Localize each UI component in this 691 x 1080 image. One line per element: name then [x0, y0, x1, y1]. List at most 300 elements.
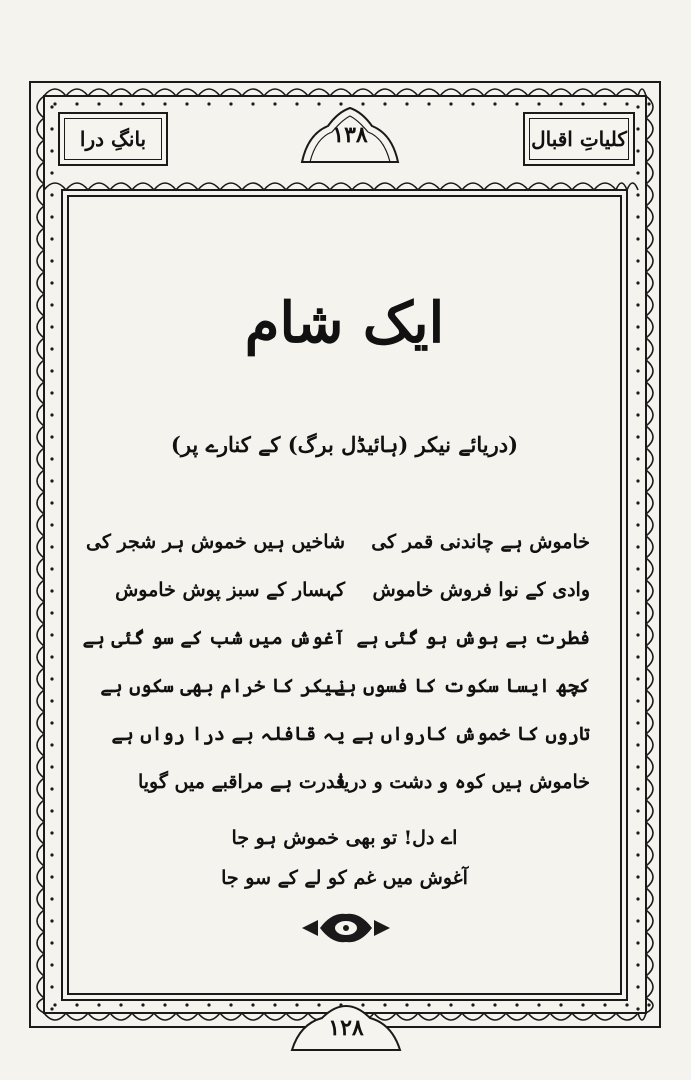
border-scallop [37, 668, 44, 690]
border-dot [636, 435, 639, 438]
border-dot [581, 102, 584, 105]
fleuron-ornament-icon [298, 906, 394, 950]
border-scallop [37, 470, 44, 492]
border-dot [636, 347, 639, 350]
border-dot [515, 1003, 518, 1006]
border-dot [50, 523, 53, 526]
border-scallop [646, 558, 653, 580]
border-scallop [616, 183, 627, 190]
border-scallop [440, 1013, 462, 1020]
border-scallop [37, 294, 44, 316]
border-scallop [646, 514, 653, 536]
border-scallop [572, 89, 594, 96]
border-scallop [646, 910, 653, 932]
border-scallop [37, 580, 44, 602]
border-dot [636, 259, 639, 262]
border-scallop [37, 272, 44, 294]
border-scallop [374, 183, 396, 190]
border-dot [273, 1003, 276, 1006]
border-dot [636, 589, 639, 592]
border-scallop [594, 183, 616, 190]
border-dot [636, 149, 639, 152]
border-scallop [484, 183, 506, 190]
border-scallop [37, 844, 44, 866]
border-dot [625, 102, 628, 105]
border-scallop [110, 1013, 132, 1020]
border-scallop [352, 89, 374, 96]
border-dot [50, 743, 53, 746]
border-dot [50, 127, 53, 130]
border-dot [636, 655, 639, 658]
border-dot [636, 611, 639, 614]
border-dot [50, 589, 53, 592]
border-dot [603, 102, 606, 105]
border-scallop [37, 184, 44, 206]
border-scallop [132, 183, 154, 190]
border-scallop [484, 1013, 506, 1020]
border-scallop [646, 470, 653, 492]
border-dot [636, 281, 639, 284]
border-dot [603, 1003, 606, 1006]
border-scallop [572, 183, 594, 190]
couplet-first-line: خاموش ہیں کوہ و دشت و دریا [338, 771, 590, 793]
border-scallop [37, 448, 44, 470]
border-dot [75, 1003, 78, 1006]
border-dot [50, 611, 53, 614]
border-scallop [646, 140, 653, 162]
border-dot [50, 259, 53, 262]
border-scallop [88, 183, 110, 190]
border-dot [427, 102, 430, 105]
border-dot [636, 787, 639, 790]
border-scallop [66, 1013, 88, 1020]
couplet-first-line: خاموش ہے چاندنی قمر کی [371, 531, 590, 553]
border-scallop [37, 96, 44, 118]
border-dot [449, 1003, 452, 1006]
border-scallop [37, 360, 44, 382]
border-dot [50, 435, 53, 438]
border-scallop [37, 118, 44, 140]
border-dot [50, 347, 53, 350]
border-dot [207, 1003, 210, 1006]
border-scallop [506, 89, 528, 96]
page-number-bottom [286, 1004, 406, 1052]
border-scallop [308, 183, 330, 190]
poem-subtitle: (دریائے نیکر (ہائیڈل برگ) کے کنارے پر) [170, 432, 519, 457]
border-scallop [646, 712, 653, 734]
couplet-first-line: تاروں کا خموش کارواں ہے [352, 723, 590, 745]
border-dot [50, 237, 53, 240]
border-scallop [646, 536, 653, 558]
border-dot [559, 1003, 562, 1006]
border-scallop [462, 1013, 484, 1020]
border-dot [636, 105, 639, 108]
border-scallop [572, 1013, 594, 1020]
collection-title-text: کلیاتِ اقبال [531, 127, 627, 151]
border-dot [636, 325, 639, 328]
border-dot [636, 875, 639, 878]
border-scallop [37, 998, 44, 1013]
border-dot [50, 325, 53, 328]
border-scallop [37, 624, 44, 646]
border-scallop [550, 1013, 572, 1020]
border-dot [50, 215, 53, 218]
border-scallop [286, 183, 308, 190]
border-scallop [37, 426, 44, 448]
border-scallop [308, 89, 330, 96]
border-dot [636, 963, 639, 966]
border-dot [119, 1003, 122, 1006]
border-scallop [132, 1013, 154, 1020]
border-scallop [646, 96, 653, 118]
border-dot [163, 102, 166, 105]
border-scallop [242, 89, 264, 96]
border-scallop [110, 183, 132, 190]
border-dot [141, 1003, 144, 1006]
border-dot [50, 941, 53, 944]
border-scallop [646, 228, 653, 250]
border-dot [636, 193, 639, 196]
border-dot [636, 369, 639, 372]
border-dot [50, 303, 53, 306]
border-dot [636, 1007, 639, 1010]
border-scallop [550, 183, 572, 190]
border-scallop [37, 228, 44, 250]
border-scallop [528, 89, 550, 96]
page-number-top-text: ۱۳۸ [332, 122, 368, 148]
border-scallop [154, 1013, 176, 1020]
border-scallop [462, 89, 484, 96]
couplet [111, 710, 590, 758]
border-scallop [37, 888, 44, 910]
couplet-second-line: قدرت ہے مراقبے میں گویا [137, 771, 345, 793]
couplet [115, 566, 590, 614]
border-dot [185, 1003, 188, 1006]
border-dot [636, 809, 639, 812]
border-scallop [646, 844, 653, 866]
poem-couplets [82, 518, 590, 806]
border-dot [50, 831, 53, 834]
border-scallop [440, 183, 462, 190]
border-dot [636, 567, 639, 570]
border-scallop [506, 183, 528, 190]
border-scallop [154, 89, 176, 96]
border-dot [50, 391, 53, 394]
border-scallop [550, 89, 572, 96]
border-scallop [646, 646, 653, 668]
border-dot [50, 985, 53, 988]
border-scallop [440, 89, 462, 96]
border-dot [50, 721, 53, 724]
border-dot [636, 897, 639, 900]
border-scallop [286, 89, 308, 96]
border-scallop [646, 118, 653, 140]
border-dot [163, 1003, 166, 1006]
border-scallop [264, 89, 286, 96]
border-scallop [66, 89, 88, 96]
closing-line: آغوش میں غم کو لے کے سو جا [221, 867, 468, 889]
border-scallop [646, 250, 653, 272]
border-dot [427, 1003, 430, 1006]
border-scallop [37, 734, 44, 756]
page-number-bottom-text: ۱۲۸ [328, 1015, 364, 1041]
couplet-second-line: کہسار کے سبز پوش خاموش [115, 579, 345, 601]
border-dot [493, 1003, 496, 1006]
border-scallop [37, 338, 44, 360]
border-scallop [528, 183, 550, 190]
border-scallop [176, 183, 198, 190]
border-scallop [37, 316, 44, 338]
border-dot [53, 1003, 56, 1006]
border-scallop [646, 624, 653, 646]
border-scallop [37, 910, 44, 932]
border-dot [636, 919, 639, 922]
border-dot [636, 765, 639, 768]
border-dot [50, 545, 53, 548]
border-scallop [638, 89, 646, 96]
border-dot [50, 677, 53, 680]
border-scallop [396, 89, 418, 96]
border-scallop [330, 89, 352, 96]
border-scallop [627, 183, 638, 190]
border-dot [50, 193, 53, 196]
border-scallop [88, 89, 110, 96]
border-scallop [37, 602, 44, 624]
border-scallop [646, 294, 653, 316]
border-dot [50, 479, 53, 482]
book-title-label [58, 112, 168, 166]
border-dot [251, 1003, 254, 1006]
border-scallop [37, 866, 44, 888]
border-dot [50, 963, 53, 966]
border-dot [50, 457, 53, 460]
border-dot [636, 677, 639, 680]
couplet [120, 758, 590, 806]
border-scallop [88, 1013, 110, 1020]
border-scallop [418, 183, 440, 190]
border-scallop [374, 89, 396, 96]
border-scallop [594, 1013, 616, 1020]
border-dot [50, 809, 53, 812]
border-scallop [44, 183, 66, 190]
border-dot [50, 853, 53, 856]
border-scallop [37, 536, 44, 558]
border-dot [251, 102, 254, 105]
couplet-first-line: کچھ ایسا سکوت کا فسوں ہے [334, 675, 590, 697]
border-dot [636, 545, 639, 548]
page-number-top [298, 104, 402, 166]
border-scallop [506, 1013, 528, 1020]
border-scallop [418, 1013, 440, 1020]
couplet-second-line: نیکر کا خرام بھی سکوں ہے [100, 675, 345, 697]
border-dot [50, 1007, 53, 1010]
border-scallop [646, 316, 653, 338]
border-scallop [646, 404, 653, 426]
border-dot [75, 102, 78, 105]
border-scallop [646, 954, 653, 976]
border-dot [53, 102, 56, 105]
border-scallop [616, 1013, 638, 1020]
border-scallop [37, 558, 44, 580]
border-scallop [646, 756, 653, 778]
border-scallop [198, 89, 220, 96]
border-scallop [616, 89, 638, 96]
border-scallop [37, 404, 44, 426]
border-scallop [646, 690, 653, 712]
border-scallop [198, 1013, 220, 1020]
border-scallop [646, 426, 653, 448]
border-scallop [646, 822, 653, 844]
border-dot [636, 303, 639, 306]
collection-title-label [523, 112, 635, 166]
border-dot [636, 831, 639, 834]
border-scallop [462, 183, 484, 190]
border-scallop [37, 822, 44, 844]
border-scallop [37, 690, 44, 712]
border-dot [537, 1003, 540, 1006]
couplet-second-line: یہ قافلہ بے درا رواں ہے [111, 723, 345, 745]
border-scallop [646, 778, 653, 800]
border-dot [50, 105, 53, 108]
border-scallop [37, 954, 44, 976]
border-scallop [37, 206, 44, 228]
border-scallop [484, 89, 506, 96]
border-dot [636, 171, 639, 174]
border-dot [636, 457, 639, 460]
border-scallop [646, 668, 653, 690]
border-scallop [528, 1013, 550, 1020]
border-scallop [646, 448, 653, 470]
border-scallop [132, 89, 154, 96]
border-scallop [646, 580, 653, 602]
border-scallop [154, 183, 176, 190]
border-scallop [37, 250, 44, 272]
couplet-first-line: فطرت بے ہوش ہو گئی ہے [356, 627, 590, 649]
border-dot [625, 1003, 628, 1006]
border-dot [141, 102, 144, 105]
border-scallop [110, 89, 132, 96]
border-scallop [37, 514, 44, 536]
border-dot [647, 1003, 650, 1006]
border-scallop [37, 162, 44, 184]
border-dot [50, 875, 53, 878]
border-dot [50, 281, 53, 284]
border-scallop [264, 1013, 286, 1020]
border-dot [581, 1003, 584, 1006]
couplet-first-line: وادی کے نوا فروش خاموش [372, 579, 590, 601]
couplet [86, 518, 590, 566]
border-scallop [646, 206, 653, 228]
border-scallop [646, 272, 653, 294]
border-scallop [646, 734, 653, 756]
border-dot [207, 102, 210, 105]
border-dot [636, 237, 639, 240]
border-dot [559, 102, 562, 105]
border-scallop [242, 183, 264, 190]
border-dot [636, 853, 639, 856]
border-scallop [646, 382, 653, 404]
border-dot [50, 171, 53, 174]
border-dot [97, 102, 100, 105]
border-dot [636, 985, 639, 988]
border-dot [50, 149, 53, 152]
border-scallop [594, 89, 616, 96]
border-scallop [242, 1013, 264, 1020]
border-dot [229, 102, 232, 105]
border-scallop [176, 89, 198, 96]
border-scallop [37, 976, 44, 998]
border-scallop [646, 492, 653, 514]
poem-title: ایک شام [244, 290, 445, 356]
border-dot [471, 1003, 474, 1006]
border-dot [50, 633, 53, 636]
border-dot [50, 567, 53, 570]
border-dot [405, 102, 408, 105]
border-dot [636, 699, 639, 702]
border-scallop [198, 183, 220, 190]
border-scallop [37, 382, 44, 404]
closing-lines [62, 818, 627, 898]
border-dot [493, 102, 496, 105]
couplet [82, 614, 590, 662]
border-dot [636, 941, 639, 944]
border-scallop [37, 778, 44, 800]
border-scallop [37, 932, 44, 954]
couplet-second-line: آغوش میں شب کے سو گئی ہے [82, 627, 345, 649]
border-dot [636, 743, 639, 746]
border-scallop [44, 89, 66, 96]
border-scallop [220, 89, 242, 96]
border-dot [185, 102, 188, 105]
border-scallop [646, 338, 653, 360]
border-dot [636, 721, 639, 724]
border-scallop [646, 866, 653, 888]
border-dot [636, 391, 639, 394]
border-dot [636, 633, 639, 636]
couplet [100, 662, 590, 710]
border-dot [50, 699, 53, 702]
border-dot [50, 919, 53, 922]
border-scallop [37, 800, 44, 822]
border-dot [515, 102, 518, 105]
border-dot [636, 501, 639, 504]
border-dot [449, 102, 452, 105]
border-dot [647, 102, 650, 105]
border-scallop [37, 140, 44, 162]
border-dot [636, 127, 639, 130]
border-dot [636, 479, 639, 482]
border-dot [636, 215, 639, 218]
border-dot [636, 523, 639, 526]
border-scallop [66, 183, 88, 190]
border-dot [229, 1003, 232, 1006]
border-scallop [352, 183, 374, 190]
border-dot [50, 369, 53, 372]
border-scallop [646, 184, 653, 206]
couplet-second-line: شاخیں ہیں خموش ہر شجر کی [86, 531, 345, 553]
border-scallop [638, 1013, 646, 1020]
closing-line: اے دل! تو بھی خموش ہو جا [231, 827, 458, 849]
border-dot [50, 787, 53, 790]
border-scallop [646, 360, 653, 382]
border-dot [471, 102, 474, 105]
border-dot [50, 897, 53, 900]
border-scallop [37, 646, 44, 668]
border-scallop [37, 756, 44, 778]
border-scallop [220, 183, 242, 190]
border-scallop [220, 1013, 242, 1020]
border-scallop [396, 183, 418, 190]
